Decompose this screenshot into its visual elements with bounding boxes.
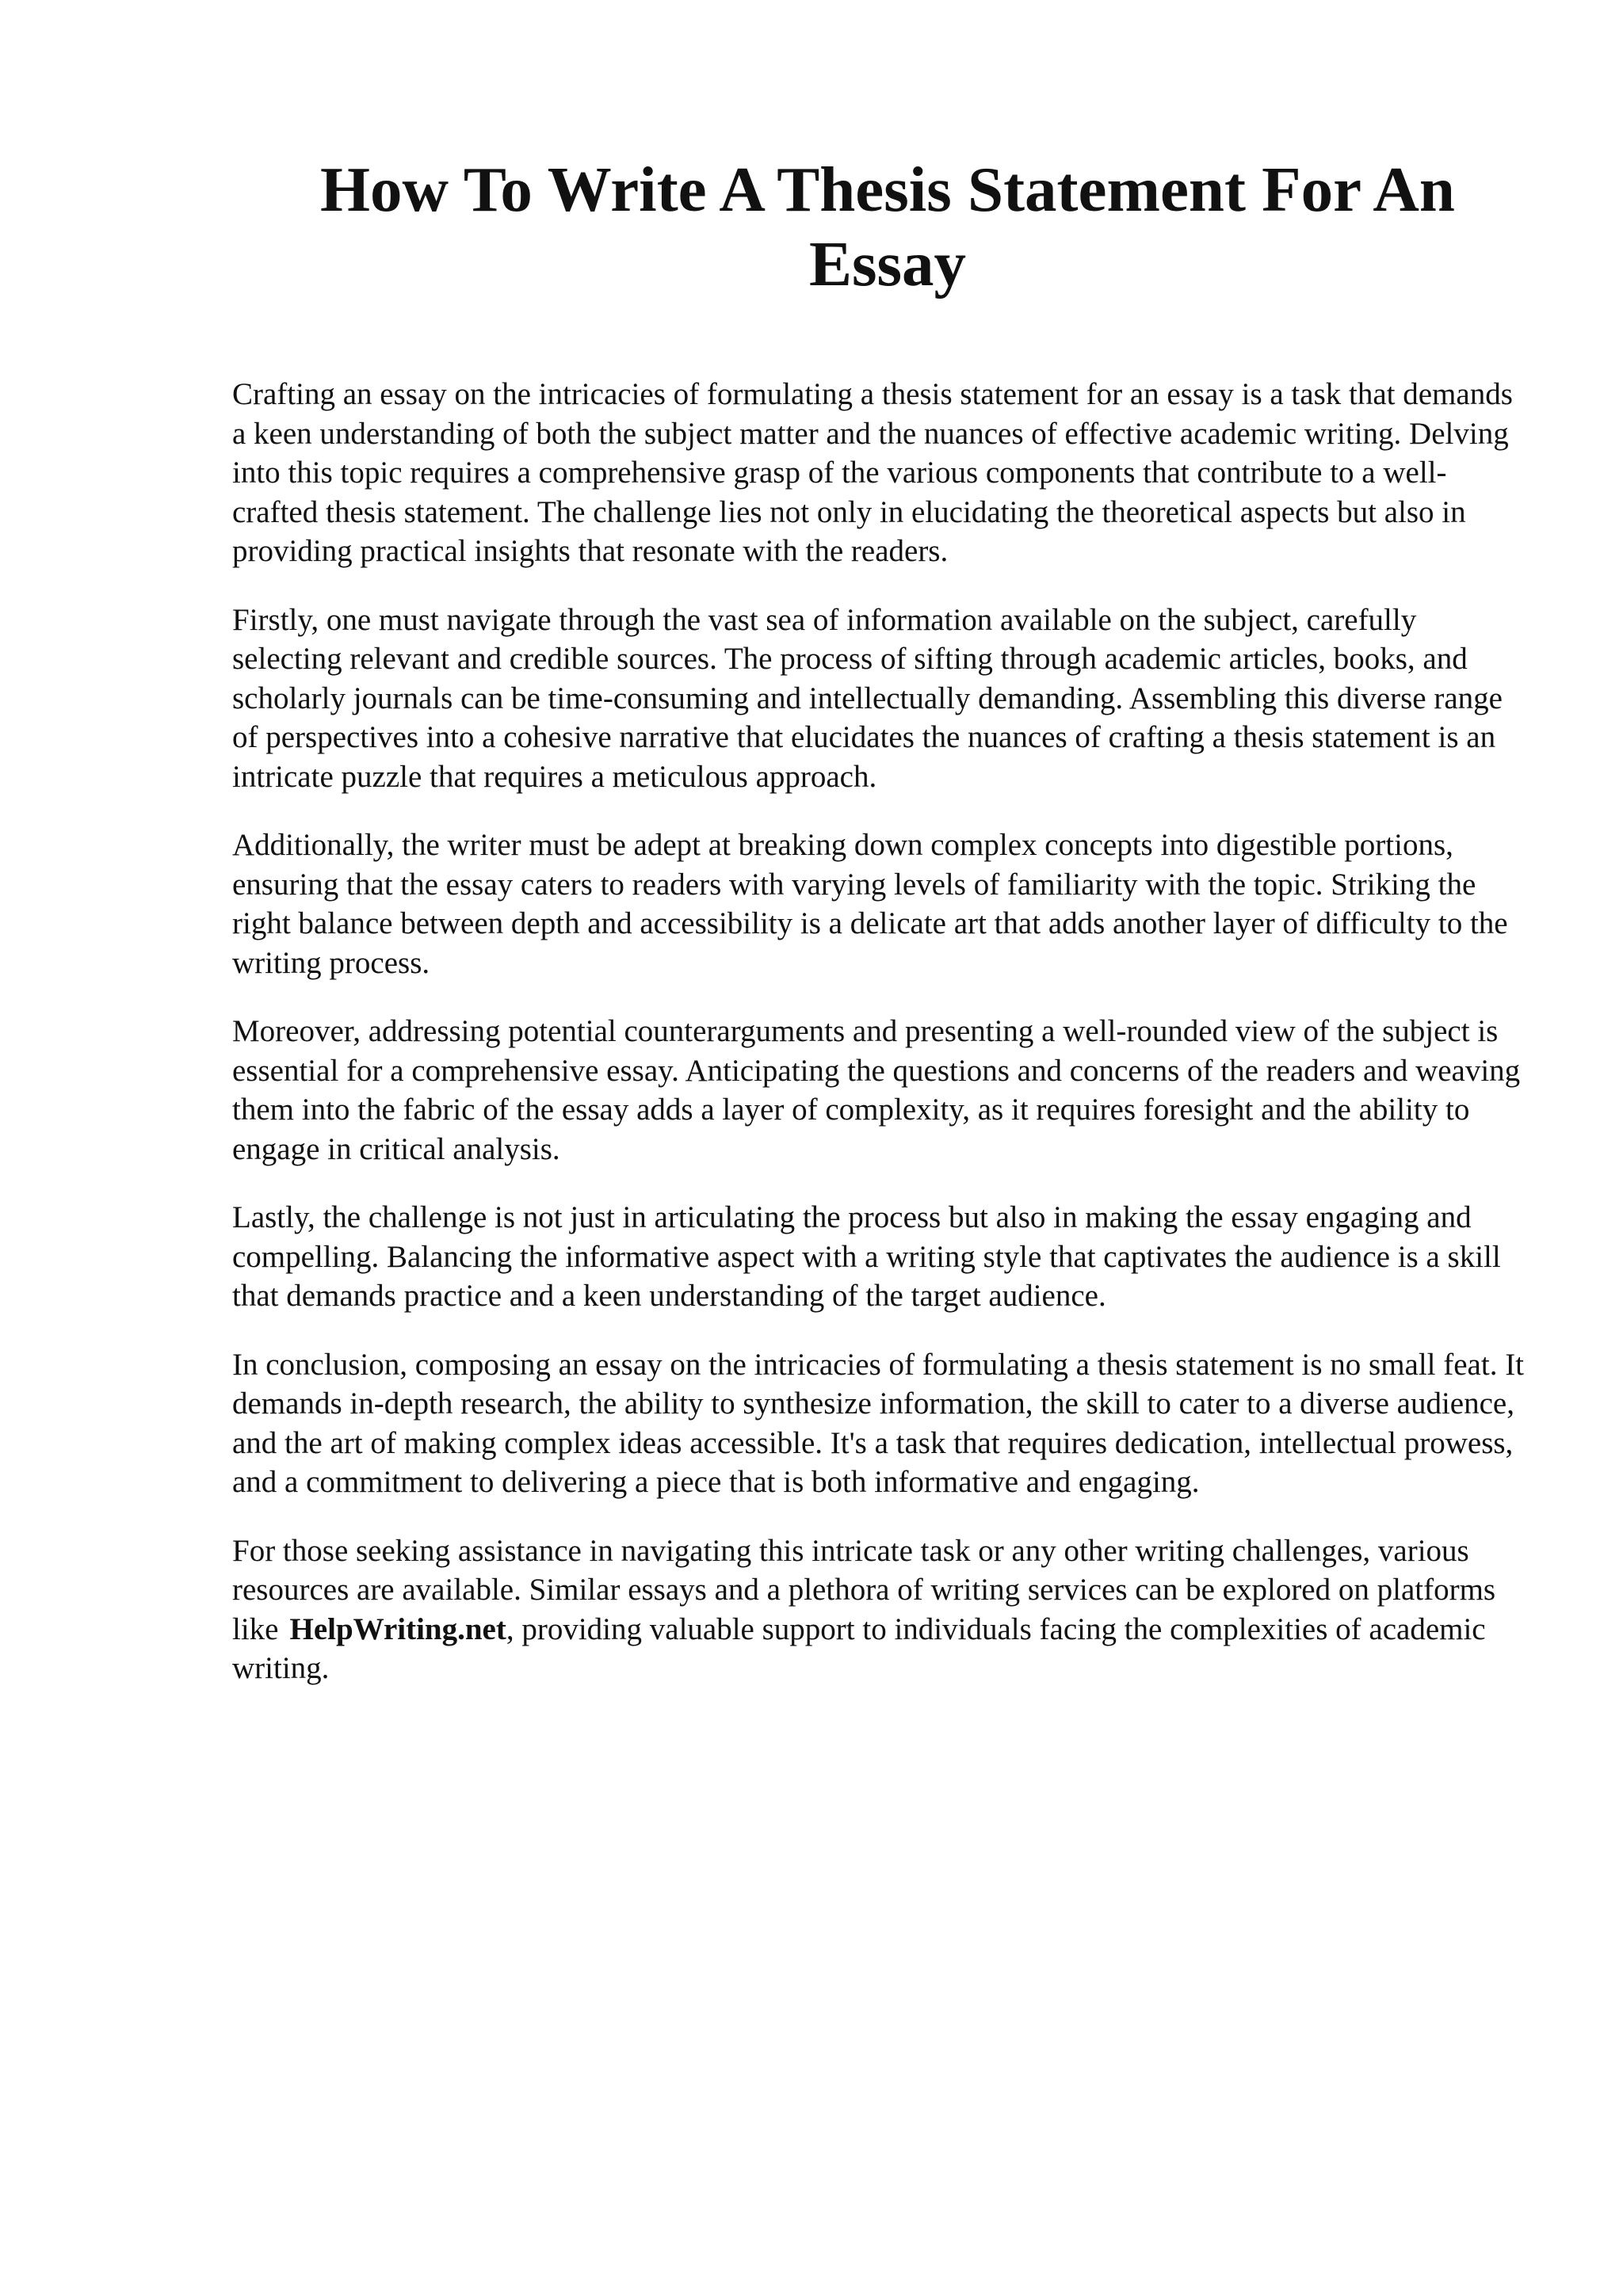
paragraph-counterarguments: Moreover, addressing potential counterarguments and presenting a well-rounded view of the subject is essential for a comprehensive essay. Anticipating the questions and concerns of the readers and weaving them into the fabric of the essay adds a layer of complexity, as it requires foresight and the ability to engage in critical analysis.: [232, 1014, 1521, 1166]
paragraph-engagement: Lastly, the challenge is not just in articulating the process but also in making the essay engaging and compelling. Balancing the informative aspect with a writing style that captivates the audience is a skill that demands practice and a keen understanding of the target audience.: [232, 1200, 1501, 1313]
paragraph-concepts: Additionally, the writer must be adept at breaking down complex concepts into digestible portions, ensuring that the essay caters to readers with varying levels of familiarity with the topic. Striking the right balance between depth and accessibility is a delicate art that adds another layer of difficulty to the writing process.: [232, 828, 1508, 980]
closing-text-after-link: , providing valuable support to individuals facing the complexities of academic writing.: [232, 1611, 1486, 1685]
paragraph-conclusion: In conclusion, composing an essay on the intricacies of formulating a thesis statement is no small feat. It demands in-depth research, the ability to synthesize information, the skill to cater to a diverse audience, and the art of making complex ideas accessible. It's a task that requires dedication, intellectual prowess, and a commitment to delivering a piece that is both informative and engaging.: [232, 1347, 1525, 1499]
paragraph-intro: Crafting an essay on the intricacies of formulating a thesis statement for an essay is a task that demands a keen understanding of both the subject matter and the nuances of effective academic writing. Delving into this topic requires a comprehensive grasp of the various components that contribute to a well-crafted thesis statement. The challenge lies not only in elucidating the theoretical aspects but also in providing practical insights that resonate with the readers.: [232, 377, 1513, 568]
document-title: How To Write A Thesis Statement For An Essay: [320, 154, 1455, 299]
paragraph-closing: [232, 1531, 1532, 1688]
paragraph-sources: Firstly, one must navigate through the vast sea of information available on the subject, carefully selecting relevant and credible sources. The process of sifting through academic articles, books, and scholarly journals can be time-consuming and intellectually demanding. Assembling this diverse range of perspectives into a cohesive narrative that elucidates the nuances of crafting a thesis statement is an intricate puzzle that requires a meticulous approach.: [232, 602, 1503, 794]
closing-text-before-link: For those seeking assistance in navigating this intricate task or any other writing challenges, various resources are available. Similar essays and a plethora of writing services can be explored on platforms like: [232, 1533, 1496, 1646]
document-body: [232, 375, 1532, 1718]
helpwriting-link[interactable]: HelpWriting.net: [289, 1611, 506, 1646]
